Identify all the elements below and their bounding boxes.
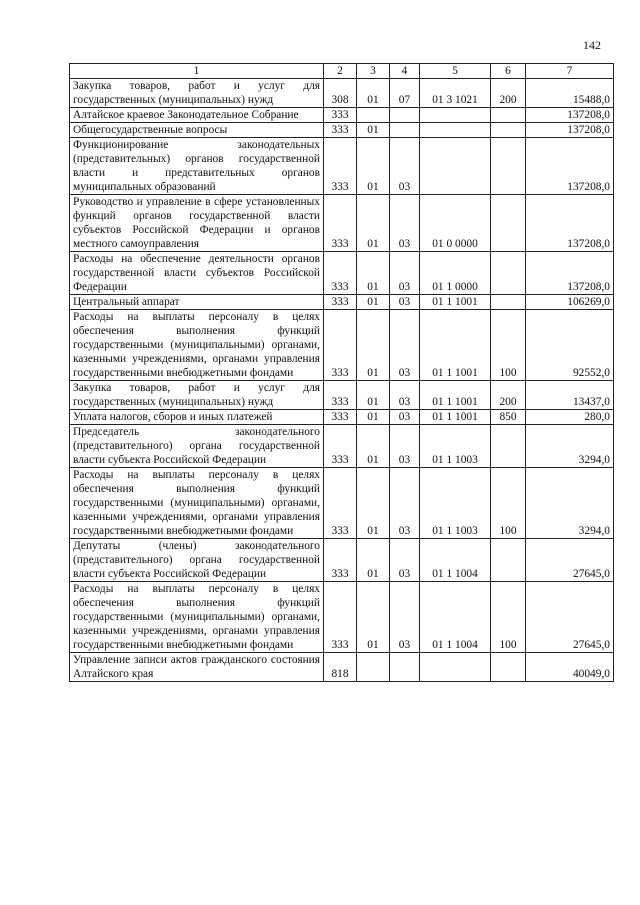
row-name-cell: Расходы на выплаты персоналу в целях обеспечения выполнения функций государственными (муниципальными) органами, казенными учреждениями, органами управления государственными внебюджетными фондами: [70, 468, 324, 539]
row-subsection-cell: [390, 653, 420, 682]
row-target-cell: 01 0 0000: [420, 195, 491, 252]
row-expense-type-cell: [491, 295, 526, 310]
row-name-cell: Закупка товаров, работ и услуг для государственных (муниципальных) нужд: [70, 79, 324, 108]
table-row: [70, 539, 614, 582]
row-amount-cell: 137208,0: [526, 195, 614, 252]
row-ministry-cell: 333: [324, 295, 357, 310]
table-row: [70, 410, 614, 425]
row-amount-cell: 13437,0: [526, 381, 614, 410]
budget-table: [69, 63, 614, 682]
table-row: [70, 381, 614, 410]
table-row: [70, 123, 614, 138]
row-subsection-cell: 03: [390, 381, 420, 410]
table-row: [70, 310, 614, 381]
row-section-cell: 01: [357, 252, 390, 295]
table-row: [70, 138, 614, 195]
row-subsection-cell: 03: [390, 582, 420, 653]
row-ministry-cell: 333: [324, 425, 357, 468]
row-expense-type-cell: 200: [491, 79, 526, 108]
row-amount-cell: 137208,0: [526, 123, 614, 138]
row-ministry-cell: 333: [324, 381, 357, 410]
row-subsection-cell: 03: [390, 425, 420, 468]
row-section-cell: [357, 653, 390, 682]
row-subsection-cell: 03: [390, 539, 420, 582]
table-row: [70, 582, 614, 653]
header-cell-name: 1: [70, 64, 324, 79]
row-amount-cell: 27645,0: [526, 582, 614, 653]
table-row: [70, 195, 614, 252]
row-expense-type-cell: 100: [491, 310, 526, 381]
row-target-cell: 01 1 1001: [420, 310, 491, 381]
row-expense-type-cell: [491, 653, 526, 682]
table-row: [70, 653, 614, 682]
row-ministry-cell: 333: [324, 410, 357, 425]
row-expense-type-cell: [491, 123, 526, 138]
row-amount-cell: 27645,0: [526, 539, 614, 582]
header-cell-expense-type: 6: [491, 64, 526, 79]
row-name-cell: Расходы на выплаты персоналу в целях обеспечения выполнения функций государственными (муниципальными) органами, казенными учреждениями, органами управления государственными внебюджетными фондами: [70, 310, 324, 381]
row-section-cell: 01: [357, 138, 390, 195]
row-ministry-cell: 333: [324, 138, 357, 195]
row-expense-type-cell: [491, 252, 526, 295]
row-amount-cell: 137208,0: [526, 252, 614, 295]
row-ministry-cell: 333: [324, 195, 357, 252]
row-name-cell: Расходы на обеспечение деятельности органов государственной власти субъектов Российской Федерации: [70, 252, 324, 295]
row-section-cell: 01: [357, 310, 390, 381]
row-subsection-cell: 03: [390, 468, 420, 539]
table-row: [70, 79, 614, 108]
row-target-cell: 01 1 1001: [420, 295, 491, 310]
row-section-cell: 01: [357, 195, 390, 252]
row-expense-type-cell: [491, 195, 526, 252]
header-cell-ministry: 2: [324, 64, 357, 79]
table-row: [70, 425, 614, 468]
row-ministry-cell: 818: [324, 653, 357, 682]
row-target-cell: 01 1 1004: [420, 539, 491, 582]
row-subsection-cell: 03: [390, 310, 420, 381]
table-row: [70, 252, 614, 295]
row-section-cell: 01: [357, 295, 390, 310]
row-ministry-cell: 333: [324, 123, 357, 138]
row-target-cell: 01 1 1003: [420, 425, 491, 468]
row-target-cell: [420, 123, 491, 138]
row-amount-cell: 40049,0: [526, 653, 614, 682]
page-number: 142: [583, 38, 601, 52]
row-target-cell: [420, 653, 491, 682]
row-name-cell: Уплата налогов, сборов и иных платежей: [70, 410, 324, 425]
row-amount-cell: 106269,0: [526, 295, 614, 310]
row-target-cell: [420, 108, 491, 123]
row-ministry-cell: 333: [324, 310, 357, 381]
row-section-cell: 01: [357, 582, 390, 653]
row-target-cell: [420, 138, 491, 195]
row-ministry-cell: 333: [324, 252, 357, 295]
row-amount-cell: 137208,0: [526, 108, 614, 123]
row-target-cell: 01 1 1003: [420, 468, 491, 539]
row-amount-cell: 15488,0: [526, 79, 614, 108]
row-section-cell: 01: [357, 468, 390, 539]
row-subsection-cell: 03: [390, 410, 420, 425]
row-ministry-cell: 333: [324, 539, 357, 582]
row-name-cell: Алтайское краевое Законодательное Собрание: [70, 108, 324, 123]
table-row: [70, 295, 614, 310]
row-section-cell: [357, 108, 390, 123]
row-section-cell: 01: [357, 425, 390, 468]
row-expense-type-cell: 200: [491, 381, 526, 410]
row-name-cell: Депутаты (члены) законодательного (представительного) органа государственной власти субъекта Российской Федерации: [70, 539, 324, 582]
row-expense-type-cell: 100: [491, 468, 526, 539]
row-expense-type-cell: 100: [491, 582, 526, 653]
row-name-cell: Расходы на выплаты персоналу в целях обеспечения выполнения функций государственными (муниципальными) органами, казенными учреждениями, органами управления государственными внебюджетными фондами: [70, 582, 324, 653]
row-target-cell: 01 3 1021: [420, 79, 491, 108]
row-section-cell: 01: [357, 123, 390, 138]
row-subsection-cell: 03: [390, 195, 420, 252]
row-name-cell: Центральный аппарат: [70, 295, 324, 310]
row-amount-cell: 92552,0: [526, 310, 614, 381]
table-row: [70, 108, 614, 123]
row-ministry-cell: 333: [324, 108, 357, 123]
row-section-cell: 01: [357, 539, 390, 582]
row-section-cell: 01: [357, 410, 390, 425]
row-amount-cell: 3294,0: [526, 425, 614, 468]
row-subsection-cell: 03: [390, 138, 420, 195]
row-subsection-cell: 03: [390, 252, 420, 295]
row-ministry-cell: 333: [324, 468, 357, 539]
header-cell-target: 5: [420, 64, 491, 79]
row-subsection-cell: [390, 123, 420, 138]
row-expense-type-cell: [491, 539, 526, 582]
row-expense-type-cell: 850: [491, 410, 526, 425]
row-amount-cell: 137208,0: [526, 138, 614, 195]
row-subsection-cell: 07: [390, 79, 420, 108]
row-section-cell: 01: [357, 79, 390, 108]
table-row: [70, 468, 614, 539]
row-expense-type-cell: [491, 108, 526, 123]
row-expense-type-cell: [491, 425, 526, 468]
row-name-cell: Закупка товаров, работ и услуг для государственных (муниципальных) нужд: [70, 381, 324, 410]
row-name-cell: Управление записи актов гражданского состояния Алтайского края: [70, 653, 324, 682]
row-target-cell: 01 1 0000: [420, 252, 491, 295]
row-target-cell: 01 1 1001: [420, 381, 491, 410]
header-cell-subsection: 4: [390, 64, 420, 79]
row-name-cell: Председатель законодательного (представительного) органа государственной власти субъекта Российской Федерации: [70, 425, 324, 468]
row-target-cell: 01 1 1004: [420, 582, 491, 653]
row-subsection-cell: [390, 108, 420, 123]
row-name-cell: Функционирование законодательных (представительных) органов государственной власти и представительных органов муниципальных образований: [70, 138, 324, 195]
row-amount-cell: 280,0: [526, 410, 614, 425]
row-expense-type-cell: [491, 138, 526, 195]
row-name-cell: Общегосударственные вопросы: [70, 123, 324, 138]
row-ministry-cell: 333: [324, 582, 357, 653]
header-cell-amount: 7: [526, 64, 614, 79]
header-row: [70, 64, 614, 79]
row-target-cell: 01 1 1001: [420, 410, 491, 425]
row-subsection-cell: 03: [390, 295, 420, 310]
row-name-cell: Руководство и управление в сфере установленных функций органов государственной власти субъектов Российской Федерации и органов местного самоуправления: [70, 195, 324, 252]
header-cell-section: 3: [357, 64, 390, 79]
row-ministry-cell: 308: [324, 79, 357, 108]
row-amount-cell: 3294,0: [526, 468, 614, 539]
row-section-cell: 01: [357, 381, 390, 410]
